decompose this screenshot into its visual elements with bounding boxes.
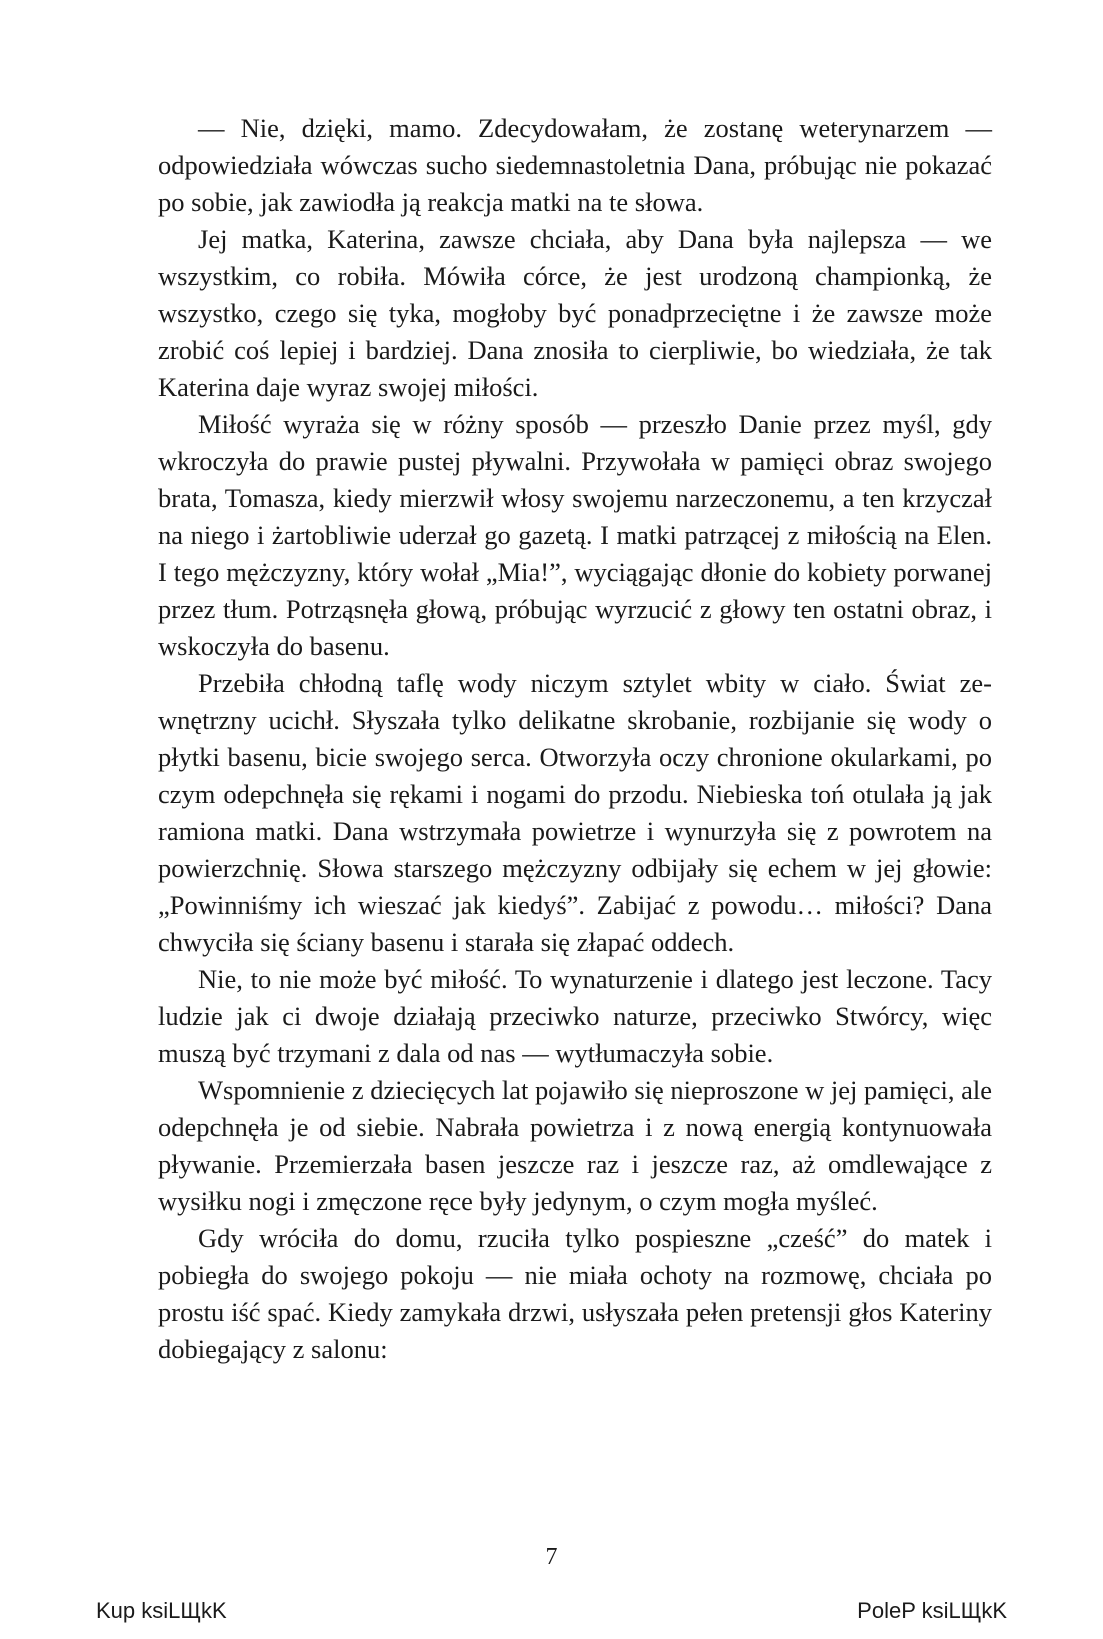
- paragraph: Nie, to nie może być miłość. To wynaturzenie i dlatego jest leczone. Tacy ludzie jak ci dwoje działają przeciwko naturze, przeciwko Stwórcy, więc muszą być trzymani z dala od nas — wytłumaczyła sobie.: [158, 964, 992, 1068]
- paragraph: Jej matka, Katerina, zawsze chciała, aby Dana była najlepsza — we wszystkim, co robiła. Mówiła córce, że jest urodzoną championką, że wszystko, czego się tyka, mogłoby być ponadprzeciętne i że zawsze może zrobić coś lepiej i bardziej. Dana znosiła to cierpliwie, bo wiedziała, że tak Katerina daje wyraz swojej miłości.: [158, 224, 992, 402]
- paragraph: Miłość wyraża się w różny sposób — przeszło Danie przez myśl, gdy wkroczyła do prawie pustej pływalni. Przywołała w pamięci obraz swojego brata, Tomasza, kiedy mierzwił włosy swojemu narzeczonemu, a ten krzyczał na niego i żartobliwie uderzał go gazetą. I matki patrzącej z miłością na Elen. I tego mężczyzny, który wołał „Mia!”, wyciągając dłonie do kobiety porwanej przez tłum. Potrząsnęła głową, próbując wyrzucić z głowy ten ostatni obraz, i wskoczyła do basenu.: [158, 409, 992, 661]
- book-page-body: [158, 110, 992, 1368]
- paragraph: Przebiła chłodną taflę wody niczym sztylet wbity w ciało. Świat zewnętrzny ucichł. Słyszała tylko delikatne skrobanie, rozbijanie się wody o płytki basenu, bicie swojego serca. Otworzyła oczy chronione okularkami, po czym odepchnęła się rękami i nogami do przodu. Niebieska toń otulała ją jak ramiona matki. Dana wstrzymała powietrze i wynurzyła się z powrotem na powierzchnię. Słowa starszego mężczyzny odbijały się echem w jej głowie: „Powinniśmy ich wieszać jak kiedyś”. Zabijać z powodu… miłości? Dana chwyciła się ściany basenu i starała się złapać oddech.: [158, 668, 992, 957]
- page-number: 7: [545, 1544, 558, 1570]
- paragraph: — Nie, dzięki, mamo. Zdecydowałam, że zostanę weterynarzem — odpowiedziała wówczas sucho siedemnastoletnia Dana, próbując nie pokazać po sobie, jak zawiodła ją reakcja matki na te słowa.: [158, 113, 992, 217]
- paragraph: Wspomnienie z dziecięcych lat pojawiło się nieproszone w jej pamięci, ale odepchnęła je od siebie. Nabrała powietrza i z nową energią kontynuowała pływanie. Przemierzała basen jeszcze raz i jeszcze raz, aż omdlewające z wysiłku nogi i zmęczone ręce były jedynym, o czym mogła myśleć.: [158, 1075, 992, 1216]
- recommend-book-link[interactable]: PoleP ksiLЩkK: [857, 1598, 1007, 1623]
- buy-book-link[interactable]: Kup ksiLЩkK: [96, 1598, 227, 1623]
- paragraph: Gdy wróciła do domu, rzuciła tylko pospieszne „cześć” do matek i pobiegła do swojego pokoju — nie miała ochoty na rozmowę, chciała po prostu iść spać. Kiedy zamykała drzwi, usłyszała pełen pretensji głos Kateriny dobiegający z salonu:: [158, 1223, 992, 1364]
